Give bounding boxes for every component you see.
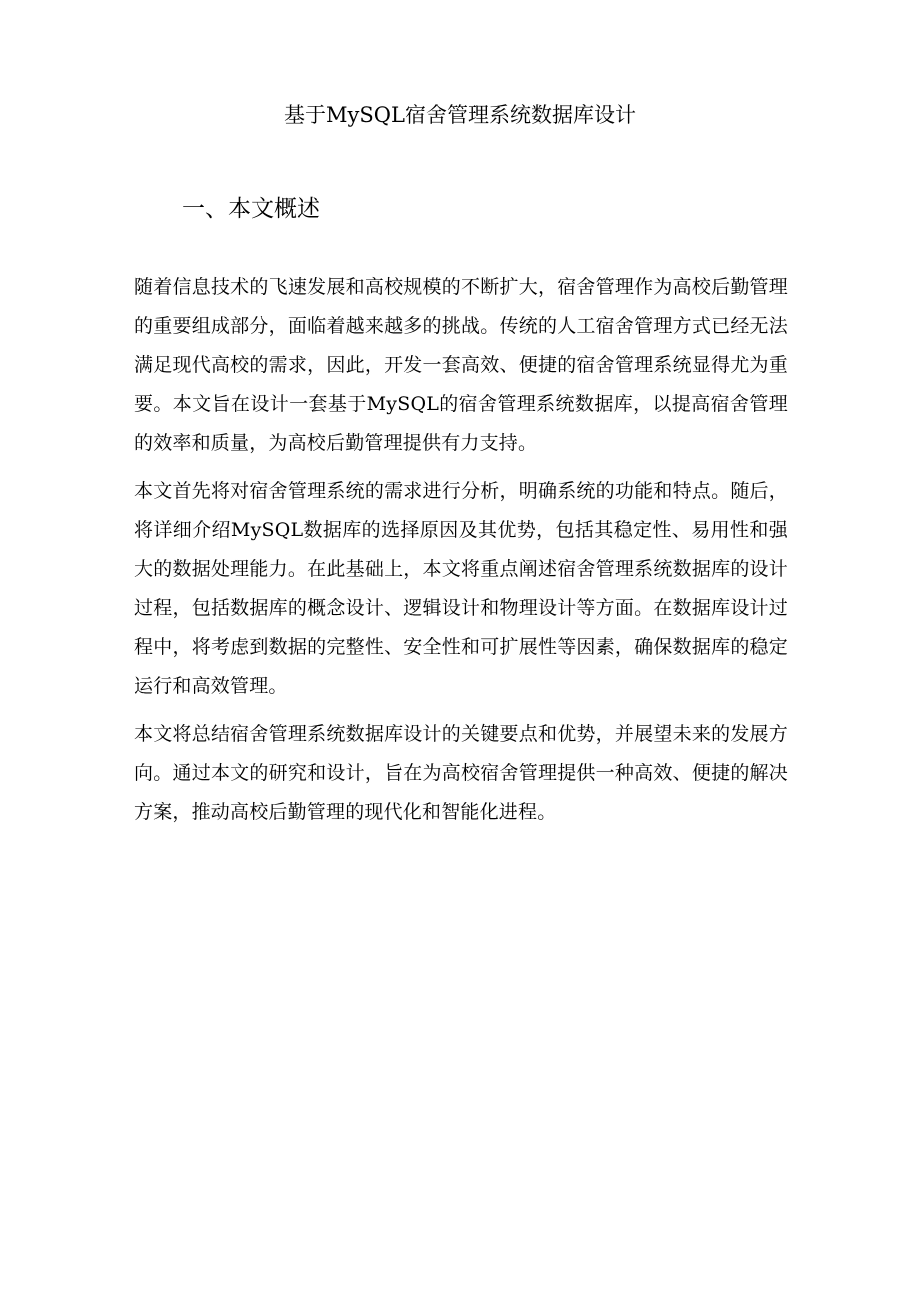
paragraph-2: 本文首先将对宿舍管理系统的需求进行分析，明确系统的功能和特点。随后，将详细介绍MySQL数据库的选择原因及其优势，包括其稳定性、易用性和强大的数据处理能力。在此基础上，本文将重点阐述宿舍管理系统数据库的设计过程，包括数据库的概念设计、逻辑设计和物理设计等方面。在数据库设计过程中，将考虑到数据的完整性、安全性和可扩展性等因素，确保数据库的稳定运行和高效管理。 — [134, 480, 788, 697]
document-title: 基于MySQL宿舍管理系统数据库设计 — [284, 103, 636, 127]
section-heading: 一、本文概述 — [182, 196, 320, 222]
paragraph-3: 本文将总结宿舍管理系统数据库设计的关键要点和优势，并展望未来的发展方向。通过本文的研究和设计，旨在为高校宿舍管理提供一种高效、便捷的解决方案，推动高校后勤管理的现代化和智能化进程。 — [134, 723, 788, 823]
paragraph-1: 随着信息技术的飞速发展和高校规模的不断扩大，宿舍管理作为高校后勤管理的重要组成部分，面临着越来越多的挑战。传统的人工宿舍管理方式已经无法满足现代高校的需求，因此，开发一套高效、便捷的宿舍管理系统显得尤为重要。本文旨在设计一套基于MySQL的宿舍管理系统数据库，以提高宿舍管理的效率和质量，为高校后勤管理提供有力支持。 — [134, 276, 788, 454]
document-body — [134, 268, 788, 841]
